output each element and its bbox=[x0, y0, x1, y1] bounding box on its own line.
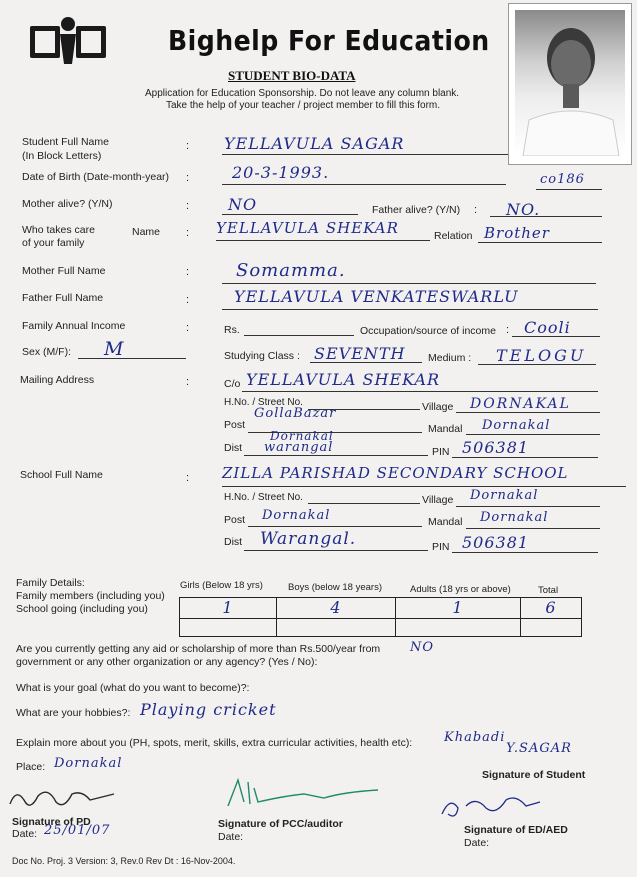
table-row bbox=[180, 598, 582, 619]
rs-label: Rs. bbox=[224, 324, 240, 336]
school-mandal-label: Mandal bbox=[428, 516, 463, 528]
colon: : bbox=[474, 204, 478, 216]
dob-value[interactable]: 20-3-1993. bbox=[232, 163, 330, 182]
pcc-signature-label: Signature of PCC/auditor bbox=[218, 818, 343, 830]
post-value[interactable]: GollaBazar bbox=[254, 406, 337, 421]
pcc-signature-scribble bbox=[224, 772, 384, 812]
mother-alive-value[interactable]: NO bbox=[228, 195, 258, 214]
mother-name-label: Mother Full Name bbox=[22, 265, 106, 277]
org-title: Bighelp For Education bbox=[168, 24, 490, 57]
aid-question-line-1: Are you currently getting any aid or scholarship of more than Rs.500/year from bbox=[16, 643, 381, 655]
pcc-date-label: Date: bbox=[218, 831, 244, 843]
family-header-adults: Adults (18 yrs or above) bbox=[410, 584, 511, 595]
father-name-value[interactable]: YELLAVULA VENKATESWARLU bbox=[234, 287, 519, 306]
pin-label: PIN bbox=[432, 446, 450, 458]
mother-alive-label: Mother alive? (Y/N) bbox=[22, 198, 113, 210]
colon: : bbox=[186, 376, 190, 388]
colon: : bbox=[186, 172, 190, 184]
caretaker-name-value[interactable]: YELLAVULA SHEKAR bbox=[216, 219, 399, 237]
adults-count[interactable]: 1 bbox=[396, 598, 521, 619]
co-value[interactable]: YELLAVULA SHEKAR bbox=[246, 370, 441, 389]
family-table bbox=[179, 597, 582, 637]
relation-value[interactable]: Brother bbox=[484, 224, 550, 242]
girls-count[interactable]: 1 bbox=[180, 598, 277, 619]
family-details-label: Family Details: bbox=[16, 577, 85, 589]
school-village-value[interactable]: Dornakal bbox=[470, 488, 539, 503]
school-dist-value[interactable]: Warangal. bbox=[260, 529, 357, 549]
student-name-sublabel: (In Block Letters) bbox=[22, 150, 102, 162]
school-dist-label: Dist bbox=[224, 536, 243, 548]
family-header-girls: Girls (Below 18 yrs) bbox=[180, 580, 263, 591]
post-label: Post bbox=[224, 419, 246, 431]
mandal-value[interactable]: Dornakal bbox=[482, 418, 551, 433]
mother-name-value[interactable]: Somamma. bbox=[236, 260, 346, 281]
hno-label: H.No. / Street No. bbox=[224, 397, 303, 408]
pd-signature-scribble bbox=[4, 784, 118, 818]
school-post-label: Post bbox=[224, 514, 246, 526]
form-title: STUDENT BIO-DATA bbox=[228, 68, 356, 83]
father-alive-value[interactable]: NO. bbox=[506, 200, 541, 219]
hobbies-question: What are your hobbies?: bbox=[16, 707, 131, 719]
doc-number: Doc No. Proj. 3 Version: 3, Rev.0 Rev Dt : 16-Nov-2004. bbox=[12, 856, 236, 866]
dist-value-upper[interactable]: Dornakal bbox=[270, 429, 334, 443]
ed-signature-label: Signature of ED/AED bbox=[464, 824, 568, 836]
occupation-label: Occupation/source of income bbox=[360, 325, 496, 337]
co-label: C/o bbox=[224, 378, 241, 390]
colon: : bbox=[186, 472, 190, 484]
student-photo bbox=[508, 3, 632, 165]
boys-school[interactable] bbox=[277, 619, 396, 637]
occupation-value[interactable]: Cooli bbox=[524, 318, 571, 337]
family-header-total: Total bbox=[538, 585, 559, 596]
medium-value[interactable]: TELOGU bbox=[496, 346, 587, 365]
school-name-value[interactable]: ZILLA PARISHAD SECONDARY SCHOOL bbox=[222, 464, 569, 482]
school-village-label: Village bbox=[422, 494, 454, 506]
dist-label: Dist bbox=[224, 442, 243, 454]
student-signature-name: Y.SAGAR bbox=[506, 741, 572, 756]
table-row bbox=[180, 619, 582, 637]
income-label: Family Annual Income bbox=[22, 320, 126, 332]
boys-count[interactable]: 4 bbox=[277, 598, 396, 619]
school-pin-label: PIN bbox=[432, 541, 450, 553]
student-name-label: Student Full Name bbox=[22, 136, 109, 148]
dist-value[interactable]: warangal bbox=[264, 440, 334, 455]
aid-question-line-2: government or any other organization or any agency? (Yes / No): bbox=[16, 656, 318, 668]
pd-date-value[interactable]: 25/01/07 bbox=[44, 823, 111, 838]
ed-date-label: Date: bbox=[464, 837, 490, 849]
explain-question: Explain more about you (PH, spots, merit, skills, extra curricular activities, health etc): bbox=[16, 737, 413, 749]
school-mandal-value[interactable]: Dornakal bbox=[480, 510, 549, 525]
aid-answer[interactable]: NO bbox=[410, 640, 435, 655]
place-value[interactable]: Dornakal bbox=[54, 756, 123, 771]
girls-school[interactable] bbox=[180, 619, 277, 637]
pin-value[interactable]: 506381 bbox=[462, 438, 530, 457]
place-label: Place: bbox=[16, 761, 46, 773]
relation-label: Relation bbox=[434, 230, 473, 242]
colon: : bbox=[186, 200, 190, 212]
address-label: Mailing Address bbox=[20, 374, 95, 386]
hobbies-answer[interactable]: Playing cricket bbox=[140, 700, 277, 719]
student-name-value[interactable]: YELLAVULA SAGAR bbox=[224, 134, 405, 153]
village-label: Village bbox=[422, 401, 454, 413]
sex-label: Sex (M/F): bbox=[22, 346, 71, 358]
colon: : bbox=[186, 294, 190, 306]
caretaker-name-label: Name bbox=[132, 226, 161, 238]
mandal-label: Mandal bbox=[428, 423, 463, 435]
instruction-line-1: Application for Education Sponsorship. Do not leave any column blank. bbox=[145, 88, 460, 99]
family-members-label: Family members (including you) bbox=[16, 590, 165, 602]
school-pin-value[interactable]: 506381 bbox=[462, 533, 530, 552]
total-school[interactable] bbox=[521, 619, 582, 637]
father-name-label: Father Full Name bbox=[22, 292, 104, 304]
caretaker-sublabel: of your family bbox=[22, 237, 85, 249]
school-going-label: School going (including you) bbox=[16, 603, 148, 615]
colon: : bbox=[186, 322, 190, 334]
class-value[interactable]: SEVENTH bbox=[314, 344, 406, 363]
family-header-boys: Boys (below 18 years) bbox=[288, 582, 382, 593]
colon: : bbox=[186, 266, 190, 278]
school-post-value[interactable]: Dornakal bbox=[262, 508, 331, 523]
explain-answer[interactable]: Khabadi bbox=[444, 730, 506, 745]
sex-value[interactable]: M bbox=[104, 338, 125, 360]
class-label: Studying Class : bbox=[224, 350, 300, 362]
instruction-line-2: Take the help of your teacher / project member to fill this form. bbox=[166, 100, 441, 111]
village-value[interactable]: DORNAKAL bbox=[470, 396, 571, 412]
adults-school[interactable] bbox=[396, 619, 521, 637]
medium-label: Medium : bbox=[428, 352, 472, 364]
colon: : bbox=[186, 140, 190, 152]
colon: : bbox=[186, 227, 190, 239]
total-count[interactable]: 6 bbox=[521, 598, 582, 619]
colon: : bbox=[506, 324, 510, 336]
student-signature-label: Signature of Student bbox=[482, 769, 586, 781]
caretaker-label: Who takes care bbox=[22, 224, 95, 236]
student-code: co186 bbox=[540, 172, 585, 187]
pd-signature-label: Signature of PD bbox=[12, 816, 91, 828]
school-hno-label: H.No. / Street No. bbox=[224, 492, 303, 503]
dob-label: Date of Birth (Date-month-year) bbox=[22, 171, 170, 183]
org-logo bbox=[28, 14, 108, 71]
ed-signature-scribble bbox=[436, 788, 546, 822]
pd-date-label: Date: bbox=[12, 828, 38, 840]
school-name-label: School Full Name bbox=[20, 469, 103, 481]
goal-question: What is your goal (what do you want to become)?: bbox=[16, 682, 250, 694]
father-alive-label: Father alive? (Y/N) bbox=[372, 204, 461, 216]
